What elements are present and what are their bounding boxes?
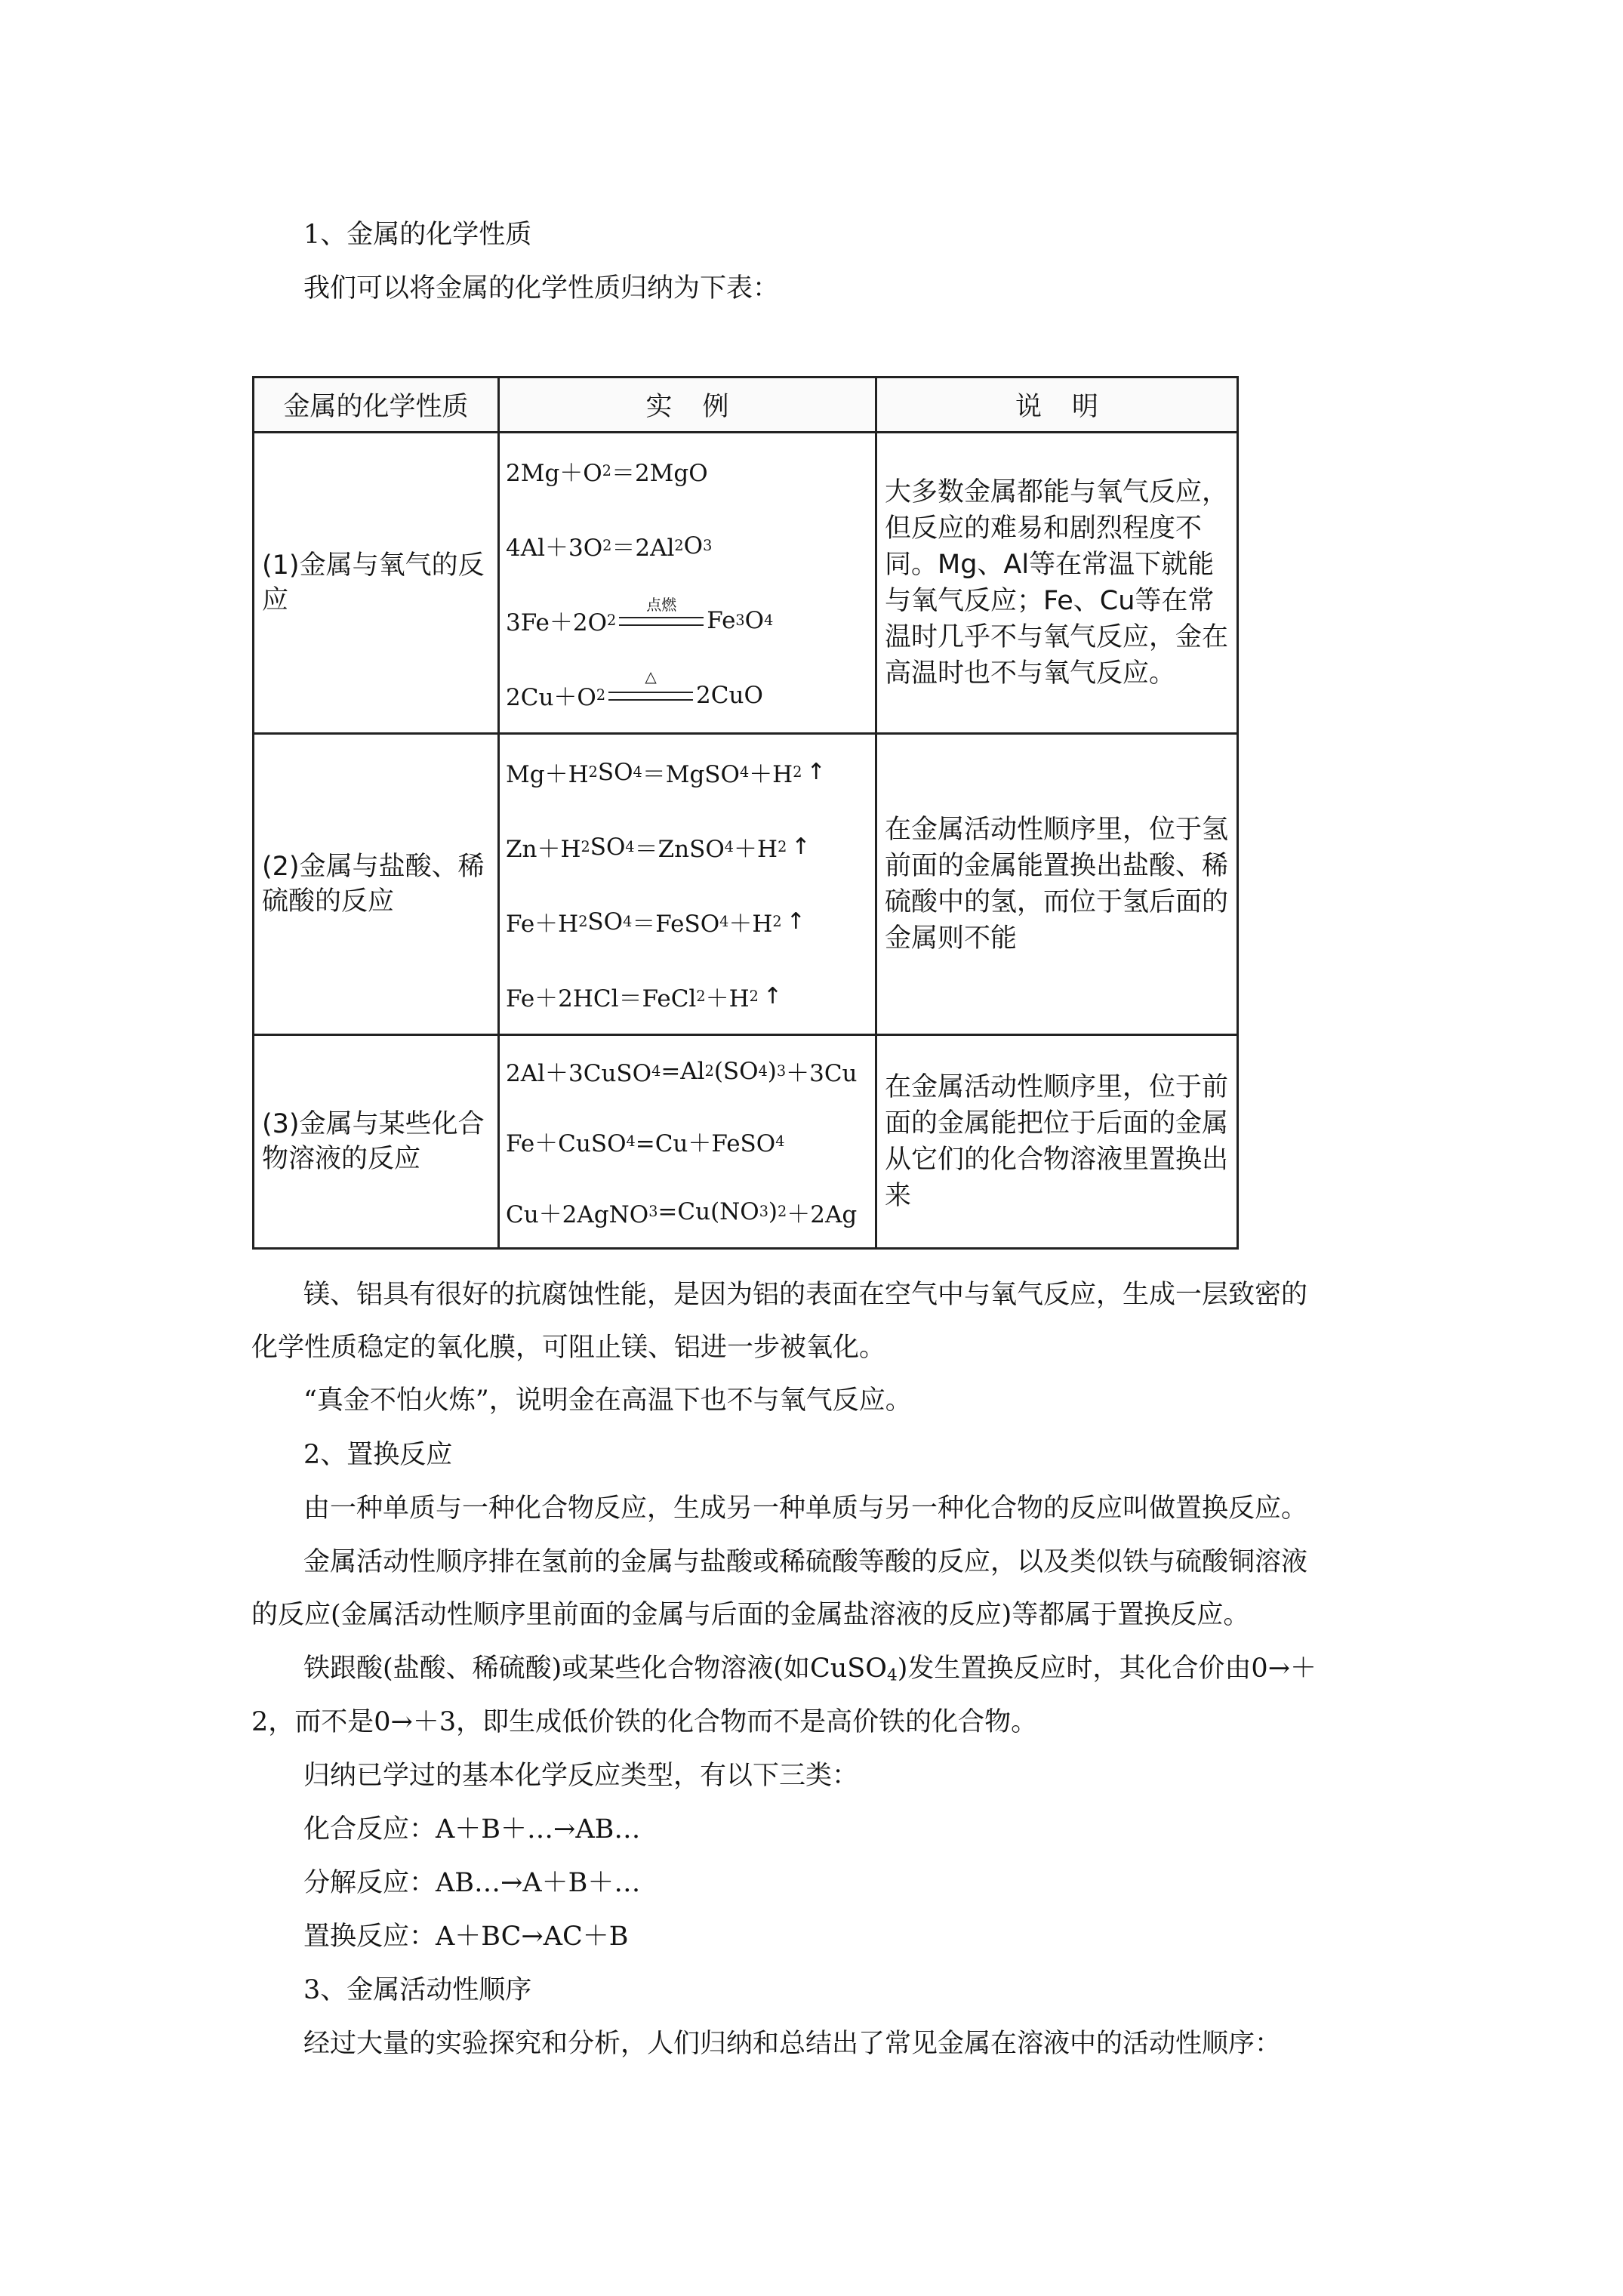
formula-text: Fe＋CuSO [506,1130,627,1158]
paragraph-oxide-film-1: 镁、铝具有很好的抗腐蚀性能，是因为铝的表面在空气中与氧气反应，生成一层致密的 [303,1280,1308,1310]
chemical-equation: 2Al＋3CuSO 4 =Al 2 (SO 4 ) 3 ＋3Cu [500,1036,875,1106]
metal-properties-table [252,376,1239,1250]
reaction-condition [608,667,693,704]
property-cell: (3)金属与某些化合物溶液的反应 [254,1035,499,1249]
equals-arrow [608,692,693,701]
gas-arrow-icon: ↑ [791,834,811,860]
formula-text: ＋3Cu [786,1060,858,1088]
paragraph-definition: 由一种单质与一种化合物反应，生成另一种单质与另一种化合物的反应叫做置换反应。 [303,1493,1308,1524]
note-cell: 在金属活动性顺序里，位于前面的金属能把位于后面的金属从它们的化合物溶液里置换出来 [876,1035,1238,1249]
paragraph-examples-2: 的反应(金属活动性顺序里前面的金属与后面的金属盐溶液的反应)等都属于置换反应。 [251,1600,1250,1630]
table-row [254,1035,1238,1249]
formula-text: Cu＋2AgNO [506,1200,649,1228]
formula-text: 2CuO [696,681,763,709]
paragraph-reaction-types: 归纳已学过的基本化学反应类型，有以下三类： [303,1761,859,1791]
formula-text: ＋H [749,761,793,788]
formula-text: 3Fe＋2O [506,609,608,636]
property-cell: (2)金属与盐酸、稀硫酸的反应 [254,734,499,1035]
formula-text: ＋H [728,911,773,938]
formula-text: 2Al＋3CuSO [506,1060,652,1088]
paragraph-activity-series: 经过大量的实验探究和分析，人们归纳和总结出了常见金属在溶液中的活动性顺序： [303,2029,1282,2059]
chemical-equation: Zn＋H 2 SO 4 ＝ZnSO 4 ＋H 2 ↑ [500,809,875,884]
header-notes: 说明 [876,378,1238,433]
section-heading-1: 1、金属的化学性质 [303,220,532,250]
note-cell: 在金属活动性顺序里，位于氢前面的金属能置换出盐酸、稀硫酸中的氢，而位于氢后面的金属则不能 [876,734,1238,1035]
formula-text: ＋H [734,836,778,863]
formula-text: 2Cu＋O [506,684,596,711]
gas-arrow-icon: ↑ [806,759,826,785]
formula-text: 2Mg＋O [506,460,602,487]
formula-text: =Cu(NO [658,1198,759,1226]
formula-text: ＝2Al [611,535,675,562]
paragraph-oxide-film-2: 化学性质稳定的氧化膜，可阻止镁、铝进一步被氧化。 [251,1333,886,1363]
reaction-type-decomposition: 分解反应：AB…→A＋B＋… [303,1868,641,1898]
section-heading-3: 3、金属活动性顺序 [303,1975,532,2005]
formula-text: ＝2MgO [611,460,708,487]
formula-text: SO [590,833,626,861]
formula-text: ＝FeSO [632,911,720,938]
chemical-equation: Cu＋2AgNO 3 =Cu(NO 3 ) 2 ＋2Ag [500,1177,875,1247]
chemical-equation: 4Al＋3O 2 ＝2Al 2 O 3 [500,508,875,583]
chemical-equation: 2Cu＋O 2 △ 2CuO [506,667,763,711]
table-header-row [254,378,1238,433]
chemical-equation: Mg＋H 2 SO 4 ＝MgSO 4 ＋H 2 ↑ [500,735,875,809]
table-row [254,734,1238,1035]
table-row [254,433,1238,734]
formula-text: SO [587,908,624,935]
formula-text: Fe＋H [506,911,579,938]
intro-paragraph: 我们可以将金属的化学性质归纳为下表： [303,273,780,304]
formula-text: =Cu＋FeSO [635,1130,776,1158]
paragraph-iron-valence-2: 2，而不是0→＋3，即生成低价铁的化合物而不是高价铁的化合物。 [251,1707,1038,1737]
formula-text: =Al [661,1057,705,1085]
formula-text: Zn＋H [506,836,581,863]
note-cell: 大多数金属都能与氧气反应，但反应的难易和剧烈程度不同。Mg、Al等在常温下就能与氧气反应；Fe、Cu等在常温时几乎不与氧气反应，金在高温时也不与氧气反应。 [876,433,1238,734]
formula-text: O [683,532,704,559]
formula-text: ) [768,1198,778,1226]
formula-text: O [744,606,765,634]
condition-label: △ [645,667,657,686]
section-heading-2: 2、置换反应 [303,1440,453,1470]
formula-text: ) [767,1057,777,1085]
reaction-type-combination: 化合反应：A＋B＋…→AB… [303,1814,641,1845]
formula-text: ＝MgSO [642,761,740,788]
chemical-equation: Fe＋H 2 SO 4 ＝FeSO 4 ＋H 2 ↑ [500,884,875,959]
equals-arrow [619,617,704,626]
reaction-condition [619,595,704,629]
formula-text: ＝ZnSO [634,836,725,863]
examples-cell [499,433,876,734]
condition-label: 点燃 [646,595,677,614]
chemical-equation: 3Fe＋2O 2 点燃 Fe 3 O 4 [500,583,875,658]
formula-text: 4Al＋3O [506,535,603,562]
paragraph-real-gold: “真金不怕火炼”，说明金在高温下也不与氧气反应。 [303,1385,912,1416]
chemical-equation: 2Mg＋O 2 ＝2MgO [500,433,875,508]
formula-text: Mg＋H [506,761,589,788]
paragraph-examples-1: 金属活动性顺序排在氢前的金属与盐酸或稀硫酸等酸的反应，以及类似铁与硫酸铜溶液 [303,1547,1308,1577]
formula-text: ＋H [705,985,750,1012]
paragraph-iron-valence-1: 铁跟酸(盐酸、稀硫酸)或某些化合物溶液(如CuSO$_4$)发生置换反应时，其化合价由0→＋ [303,1653,1317,1685]
gas-arrow-icon: ↑ [786,908,805,935]
formula-text: (SO [713,1057,759,1085]
chemical-equation: Fe＋2HCl＝FeCl 2 ＋H 2 ↑ [500,959,875,1034]
property-cell: (1)金属与氧气的反应 [254,433,499,734]
formula-text: Fe [707,606,736,634]
chemical-equation: Fe＋CuSO 4 =Cu＋FeSO 4 [500,1106,875,1176]
formula-text: Fe＋2HCl＝FeCl [506,985,697,1012]
examples-cell [499,734,876,1035]
header-property: 金属的化学性质 [254,378,499,433]
gas-arrow-icon: ↑ [762,983,782,1009]
formula-text: ＋2Ag [787,1200,858,1228]
reaction-type-displacement: 置换反应：A＋BC→AC＋B [303,1922,629,1952]
header-examples: 实例 [499,378,876,433]
formula-text: SO [597,758,633,786]
examples-cell [499,1035,876,1249]
